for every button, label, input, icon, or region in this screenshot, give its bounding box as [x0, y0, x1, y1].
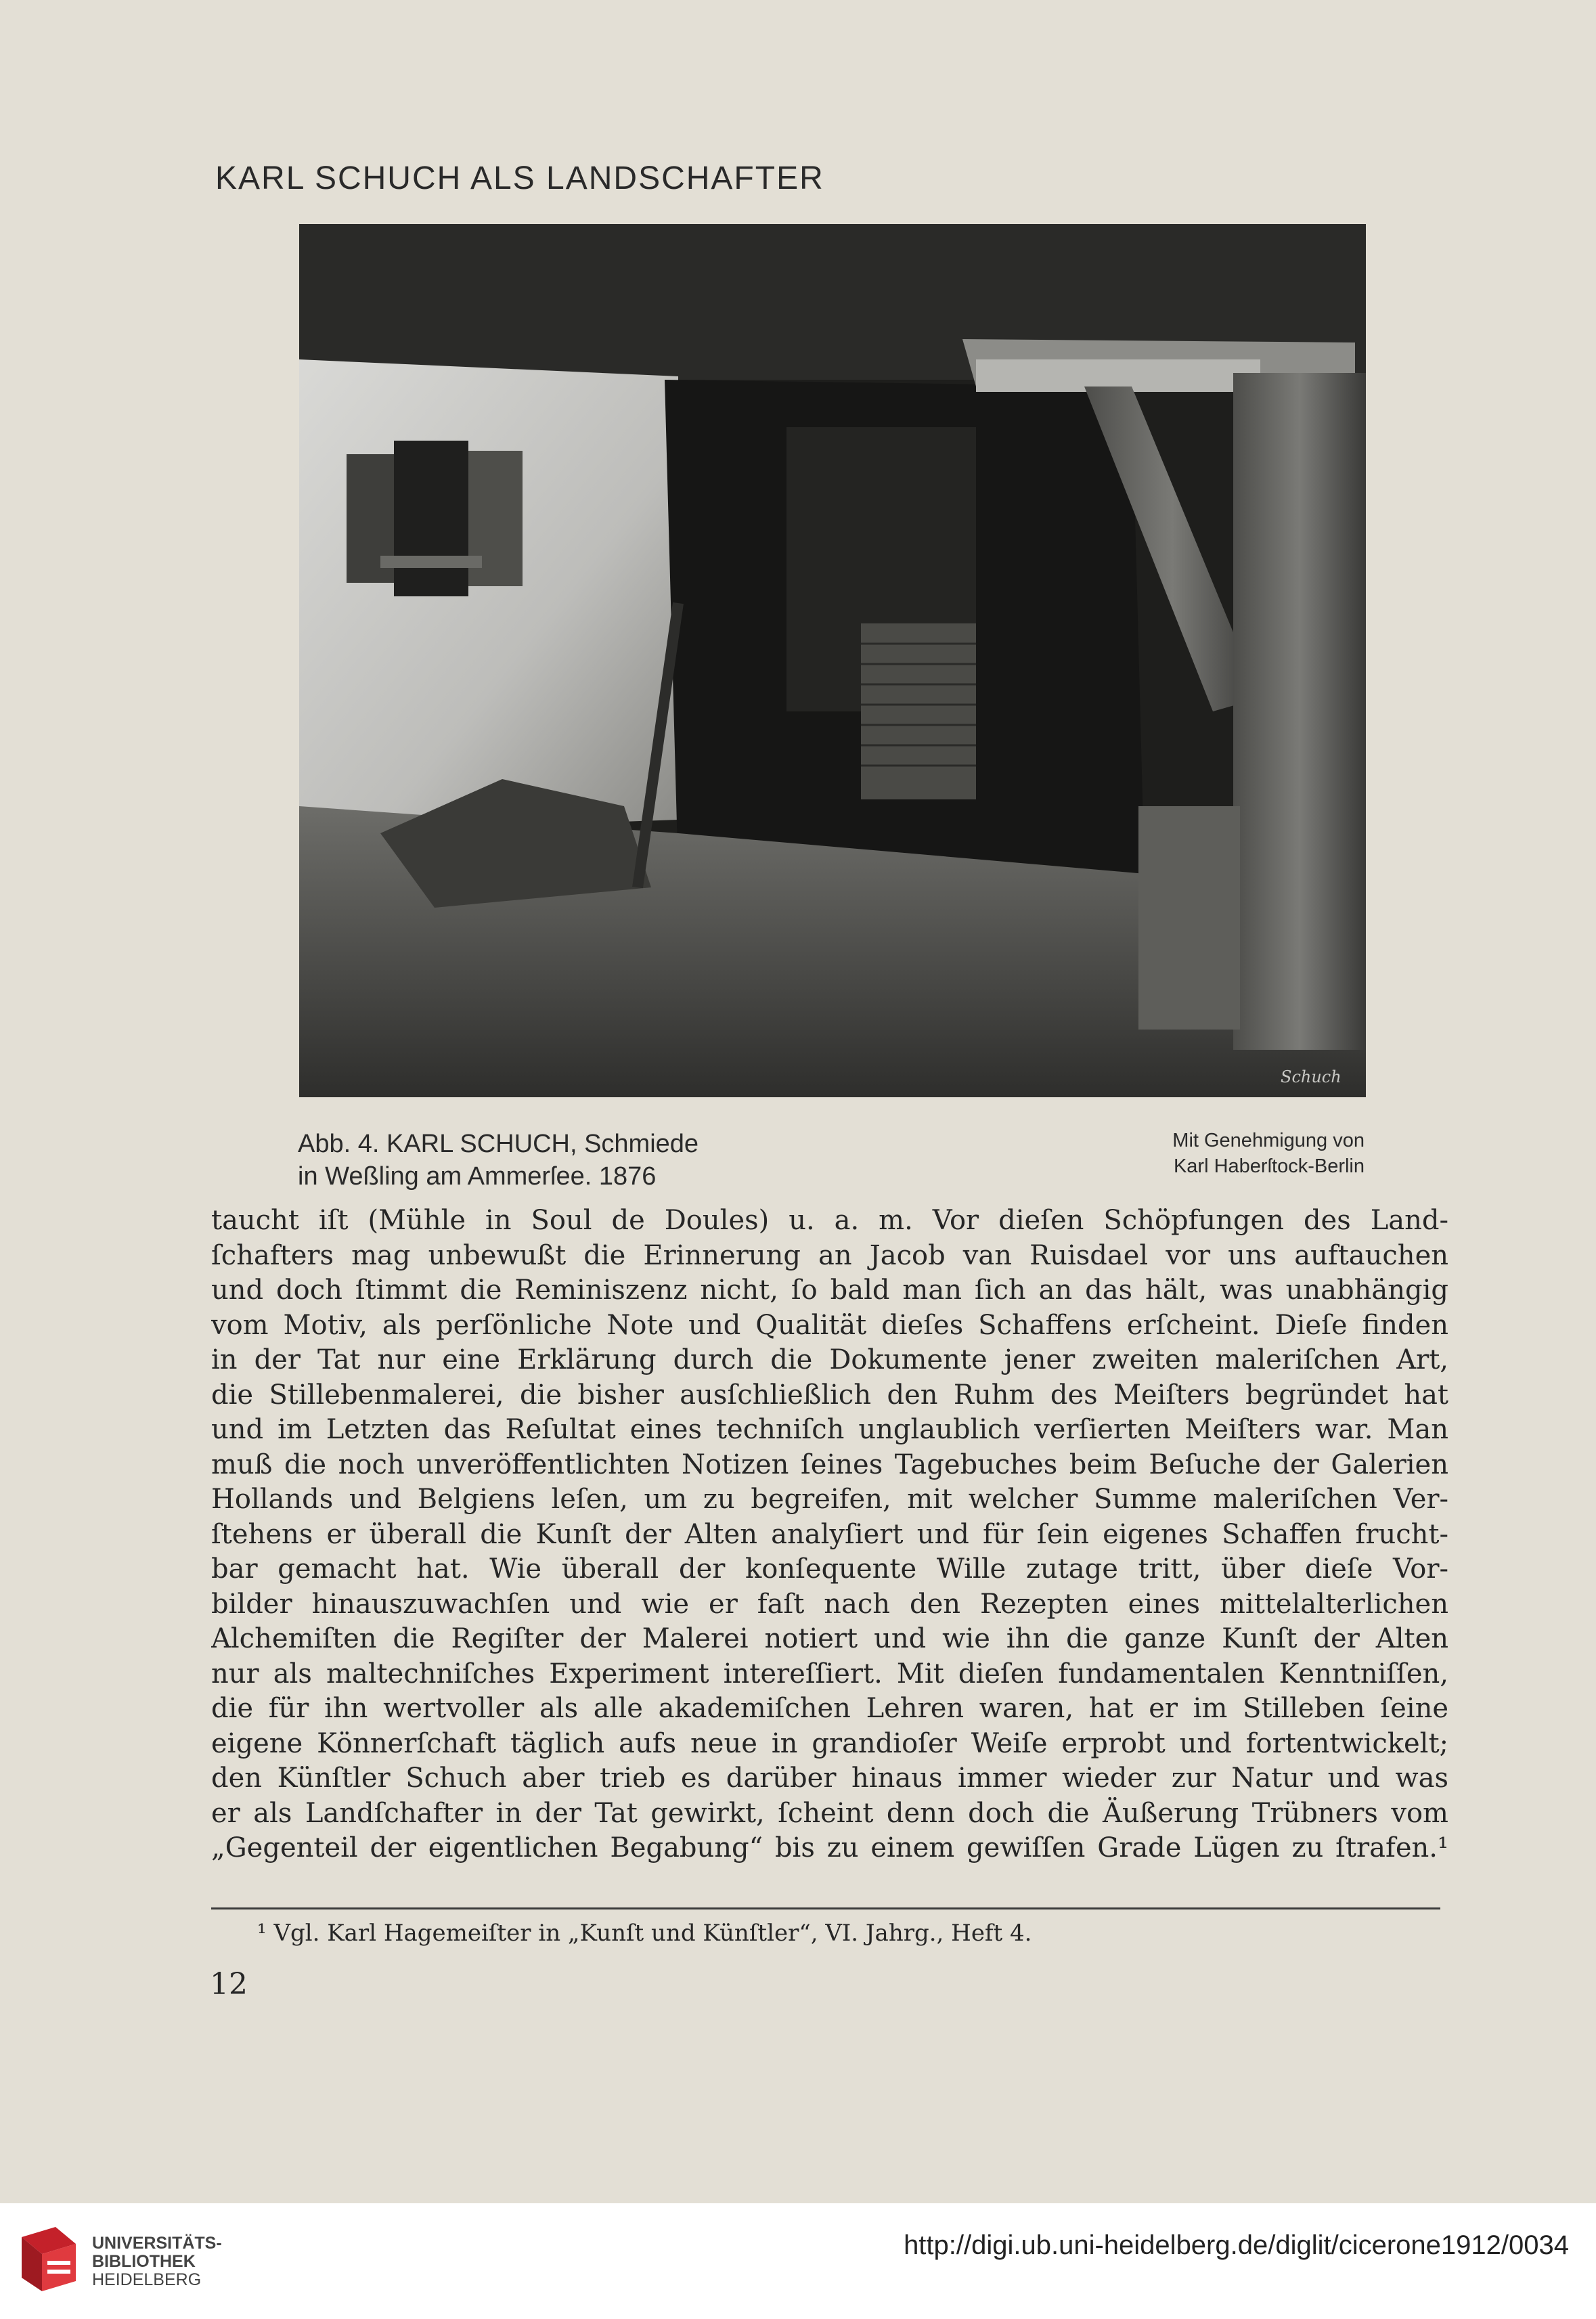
body-line: bar gemacht hat. Wie überall der konſequente Wille zutage tritt, über dieſe Vor-: [211, 1553, 1448, 1585]
figure-credit-line: Karl Haberſtock-Berlin: [1173, 1155, 1365, 1177]
body-line: bilder hinauszuwachſen und wie er faſt nach den Rezepten eines mittelalterlichen: [211, 1588, 1448, 1620]
body-line: Hollands und Belgiens leſen, um zu begreifen, mit welcher Summe maleriſchen Ver-: [211, 1484, 1448, 1515]
library-name-line: UNIVERSITÄTS-: [92, 2234, 222, 2253]
body-line: eigene Könnerſchaft täglich aufs neue in grandioſer Weiſe erprobt und fortentwickelt;: [211, 1727, 1448, 1759]
body-line: „Gegenteil der eigentlichen Begabung“ bis zu einem gewiſſen Grade Lügen zu ſtrafen.¹: [211, 1832, 1448, 1863]
body-paragraph: [211, 1203, 1448, 1866]
library-logo-icon: [15, 2224, 83, 2298]
figure-caption: [298, 1128, 699, 1193]
body-line: und doch ſtimmt die Reminiszenz nicht, ſo bald man ſich an das hält, was unabhängig: [211, 1275, 1448, 1306]
digitization-footer: [0, 2203, 1596, 2319]
figure-credit: [1172, 1128, 1365, 1179]
body-line: und im Letzten das Reſultat eines techniſch unglaublich verſierten Meiſters war. Man: [211, 1414, 1448, 1445]
body-line: in der Tat nur eine Erklärung durch die Dokumente jener zweiten maleriſchen Art,: [211, 1344, 1448, 1375]
body-line: er als Landſchafter in der Tat gewirkt, ſcheint denn doch die Äußerung Trübners vom: [211, 1797, 1448, 1829]
painting-signature: Schuch: [1281, 1067, 1342, 1086]
figure-caption-line: Abb. 4. KARL SCHUCH, Schmiede: [298, 1130, 699, 1158]
painting-plate: [299, 224, 1366, 1097]
body-line: nur als maltechniſches Experiment intereſſiert. Mit dieſen fundamentalen Kenntniſſen,: [211, 1658, 1448, 1689]
figure-caption-line: in Weßling am Ammerſee. 1876: [298, 1162, 657, 1191]
figure-credit-line: Mit Genehmigung von: [1172, 1130, 1365, 1151]
body-line: den Künſtler Schuch aber trieb es darüber hinaus immer wieder zur Natur und was: [211, 1763, 1448, 1794]
body-line: die Stillebenmalerei, die bisher ausſchließlich den Ruhm des Meiſters begründet hat: [211, 1379, 1448, 1411]
library-name-line: BIBLIOTHEK: [92, 2252, 196, 2271]
footnote-divider: [211, 1907, 1440, 1909]
footnote: ¹ Vgl. Karl Hagemeiſter in „Kunſt und Künſtler“, VI. Jahrg., Heft 4.: [257, 1920, 1032, 1947]
body-line: ſtehens er überall die Kunſt der Alten analyſiert und für ſein eigenes Schaffen frucht-: [211, 1518, 1448, 1550]
painting-image: [299, 224, 1366, 1097]
running-head: KARL SCHUCH ALS LANDSCHAFTER: [215, 160, 824, 196]
page-number: 12: [210, 1967, 248, 2002]
source-url-link[interactable]: http://digi.ub.uni-heidelberg.de/diglit/cicerone1912/0034: [904, 2230, 1569, 2260]
body-line: Alchemiſten die Regiſter der Malerei notiert und wie ihn die ganze Kunſt der Alten: [211, 1623, 1448, 1654]
body-line: ſchafters mag unbewußt die Erinnerung an Jacob van Ruisdael vor uns auftauchen: [211, 1239, 1448, 1271]
library-name: [92, 2234, 222, 2289]
body-line: muß die noch unveröffentlichten Notizen ſeines Tagebuches beim Beſuche der Galerien: [211, 1449, 1448, 1480]
body-line: die für ihn wertvoller als alle akademiſchen Lehren waren, hat er im Stilleben ſeine: [211, 1693, 1448, 1724]
library-name-line: HEIDELBERG: [92, 2270, 202, 2289]
body-line: vom Motiv, als perſönliche Note und Qualität dieſes Schaffens erſcheint. Dieſe finden: [211, 1309, 1448, 1341]
body-line: taucht iſt (Mühle in Soul de Doules) u. a. m. Vor dieſen Schöpfungen des Land-: [211, 1205, 1448, 1236]
